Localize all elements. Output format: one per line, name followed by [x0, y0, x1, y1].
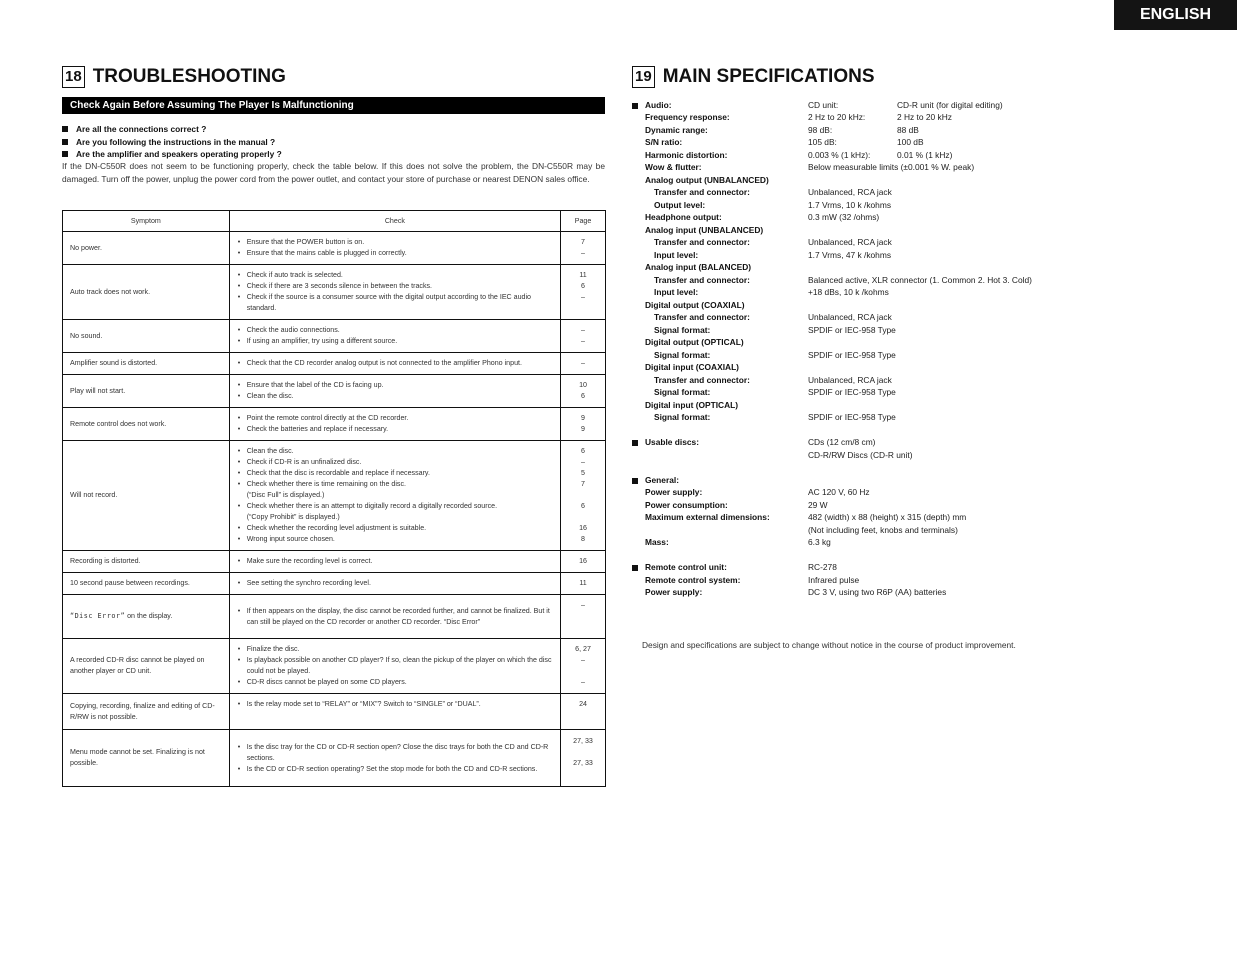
check-cell — [229, 639, 560, 694]
spec-label: Transfer and connector: — [654, 274, 750, 285]
spec-value-secondary: 100 dB — [897, 137, 924, 147]
spec-label: Signal format: — [654, 324, 711, 335]
spec-label: Analog input (UNBALANCED) — [645, 224, 764, 235]
spec-label: Transfer and connector: — [654, 187, 750, 197]
table-row — [63, 353, 606, 375]
spec-label: Power supply: — [645, 587, 703, 597]
subheading-text: Check Again Before Assuming The Player Is Malfunctioning — [70, 100, 354, 111]
symptom-cell: A recorded CD-R disc cannot be played on another player or CD unit. — [63, 639, 230, 694]
symptom-cell: 10 second pause between recordings. — [63, 573, 230, 595]
symptom-cell: “Disc Error” on the display. — [63, 595, 230, 639]
precheck-text: Are you following the instructions in the manual ? — [76, 136, 276, 147]
spec-value-secondary: 88 dB — [897, 124, 919, 135]
spec-label: Digital input (COAXIAL) — [645, 362, 739, 372]
check-item: • Check whether there is time remaining on the disc. — [237, 480, 406, 488]
spec-label: Analog output (UNBALANCED) — [645, 174, 769, 185]
precheck-text: Are the amplifier and speakers operating properly ? — [76, 149, 282, 159]
spec-value: 0.003 % (1 kHz): — [808, 149, 871, 160]
spec-label: Usable discs: — [645, 437, 699, 447]
spec-label: Harmonic distortion: — [645, 149, 728, 160]
table-row — [63, 441, 606, 551]
check-item: • If using an amplifier, try using a different source. — [237, 337, 398, 345]
spec-value: Infrared pulse — [808, 574, 860, 585]
symptom-cell: Menu mode cannot be set. Finalizing is not possible. — [63, 730, 230, 787]
header-page: Page — [561, 211, 606, 232]
spec-value: AC 120 V, 60 Hz — [808, 487, 870, 497]
table-row — [63, 595, 606, 639]
check-cell — [229, 551, 560, 573]
check-item: • Wrong input source chosen. — [237, 535, 335, 543]
troubleshooting-heading — [62, 66, 286, 88]
page-cell: – — [561, 353, 606, 375]
language-tab — [1114, 0, 1237, 30]
header-check: Check — [229, 211, 560, 232]
table-row — [63, 375, 606, 408]
check-cell — [229, 232, 560, 265]
section-number: 18 — [62, 66, 85, 88]
square-bullet-icon — [632, 103, 638, 109]
spec-value: DC 3 V, using two R6P (AA) batteries — [808, 587, 947, 597]
spec-value: Unbalanced, RCA jack — [808, 237, 892, 247]
page-cell: 7 – — [561, 232, 606, 265]
page-cell: 9 9 — [561, 408, 606, 441]
check-item: • Ensure that the label of the CD is facing up. — [237, 381, 384, 389]
table-row — [63, 639, 606, 694]
table-row — [63, 320, 606, 353]
symptom-cell: No sound. — [63, 320, 230, 353]
check-cell — [229, 595, 560, 639]
check-item: • Check if auto track is selected. — [237, 271, 343, 279]
spec-label: Audio: — [645, 99, 672, 110]
check-item: • Check if there are 3 seconds silence in between the tracks. — [237, 282, 433, 290]
spec-value: 29 W — [808, 499, 828, 510]
spec-value: (Not including feet, knobs and terminals) — [808, 524, 958, 535]
spec-value: 98 dB: — [808, 124, 833, 135]
page-cell: 10 6 — [561, 375, 606, 408]
check-note: (“Copy Prohibit” is displayed.) — [246, 513, 340, 521]
check-cell — [229, 353, 560, 375]
square-bullet-icon — [62, 139, 68, 145]
spec-value: Below measurable limits (±0.001 % W. peak) — [808, 162, 975, 172]
spec-value-secondary: 0.01 % (1 kHz) — [897, 149, 953, 160]
check-item: • Check the batteries and replace if necessary. — [237, 425, 389, 433]
spec-value: SPDIF or IEC-958 Type — [808, 324, 896, 335]
check-item: • Check if CD-R is an unfinalized disc. — [237, 458, 362, 466]
page-cell: 27, 33 27, 33 — [561, 730, 606, 787]
check-item: • Ensure that the mains cable is plugged in correctly. — [237, 249, 407, 257]
symptom-cell: Amplifier sound is distorted. — [63, 353, 230, 375]
table-header-row — [63, 211, 606, 232]
symptom-cell: No power. — [63, 232, 230, 265]
precheck-item — [62, 123, 605, 136]
section-title: MAIN SPECIFICATIONS — [662, 66, 875, 87]
symptom-cell: Will not record. — [63, 441, 230, 551]
page-cell: – — [561, 595, 606, 639]
check-cell — [229, 694, 560, 730]
page-cell: 11 6 – — [561, 265, 606, 320]
table-row — [63, 694, 606, 730]
spec-label: Remote control unit: — [645, 562, 727, 572]
spec-label: Input level: — [654, 287, 699, 297]
page-cell: – – — [561, 320, 606, 353]
spec-label: Power supply: — [645, 487, 703, 497]
table-row — [63, 730, 606, 787]
spec-label: Wow & flutter: — [645, 162, 702, 172]
spec-value: SPDIF or IEC-958 Type — [808, 412, 896, 422]
spec-value: Unbalanced, RCA jack — [808, 187, 892, 197]
spec-label: Signal format: — [654, 349, 711, 360]
check-item: • Is playback possible on another CD player? If so, clean the pickup of the player on which the disc could not be played. — [237, 656, 552, 675]
symptom-cell: Recording is distorted. — [63, 551, 230, 573]
symptom-cell: Copying, recording, finalize and editing of CD-R/RW is not possible. — [63, 694, 230, 730]
spec-label: Maximum external dimensions: — [645, 512, 770, 522]
check-item: • CD-R discs cannot be played on some CD players. — [237, 678, 407, 686]
spec-value: CD-R/RW Discs (CD-R unit) — [808, 449, 913, 460]
spec-value: RC-278 — [808, 562, 837, 572]
check-item: • Check whether the recording level adjustment is suitable. — [237, 524, 427, 532]
check-item: • Check if the source is a consumer source with the digital output according to the IEC audio standard. — [237, 293, 532, 312]
square-bullet-icon — [632, 478, 638, 484]
spec-label: Transfer and connector: — [654, 374, 750, 385]
spec-label: Digital output (OPTICAL) — [645, 337, 744, 347]
symptom-cell: Remote control does not work. — [63, 408, 230, 441]
spec-label: Transfer and connector: — [654, 237, 750, 247]
spec-label: General: — [645, 474, 679, 485]
check-cell — [229, 441, 560, 551]
spec-label: Digital input (OPTICAL) — [645, 399, 739, 410]
check-item: • Check that the CD recorder analog output is not connected to the amplifier Phono input. — [237, 359, 522, 367]
spec-value: 6.3 kg — [808, 537, 831, 547]
spec-label: Power consumption: — [645, 499, 728, 510]
specifications-heading — [632, 66, 875, 88]
check-item: • Check whether there is an attempt to digitally record a digitally recorded source. — [237, 502, 498, 510]
troubleshooting-table — [62, 210, 606, 787]
precheck-item — [62, 148, 605, 161]
subheading-bar — [62, 97, 605, 114]
spec-value: 482 (width) x 88 (height) x 315 (depth) mm — [808, 512, 967, 522]
table-row — [63, 265, 606, 320]
spec-value: 2 Hz to 20 kHz: — [808, 112, 866, 122]
check-item: • If then appears on the display, the disc cannot be recorded further, and cannot be finalized. But it can still be played on the CD recorder or another CD recorder. “Disc Error” — [237, 606, 550, 626]
spec-label: Frequency response: — [645, 112, 730, 122]
spec-value: Unbalanced, RCA jack — [808, 374, 892, 385]
language-label: ENGLISH — [1139, 6, 1212, 23]
spec-value: SPDIF or IEC-958 Type — [808, 387, 896, 397]
spec-value: Unbalanced, RCA jack — [808, 312, 892, 322]
spec-label: Headphone output: — [645, 212, 722, 222]
spec-label: Transfer and connector: — [654, 312, 750, 322]
check-cell — [229, 320, 560, 353]
check-item: • Clean the disc. — [237, 392, 294, 400]
footnote: Design and specifications are subject to change without notice in the course of product improvement. — [642, 640, 1016, 650]
check-cell — [229, 265, 560, 320]
spec-value: CD unit: — [808, 99, 839, 110]
check-item: • Clean the disc. — [237, 447, 294, 455]
spec-label: Signal format: — [654, 412, 711, 422]
spec-value: +18 dBs, 10 k /kohms — [808, 287, 889, 297]
precheck-text: Are all the connections correct ? — [76, 124, 207, 134]
precheck-item — [62, 136, 605, 149]
table-row — [63, 551, 606, 573]
spec-value-secondary: CD-R unit (for digital editing) — [897, 99, 1003, 110]
spec-label: S/N ratio: — [645, 137, 683, 147]
check-item: • Is the CD or CD-R section operating? Set the stop mode for both the CD and CD-R sections. — [237, 764, 538, 773]
page-cell: 11 — [561, 573, 606, 595]
square-bullet-icon — [62, 151, 68, 157]
spec-value: Balanced active, XLR connector (1. Common 2. Hot 3. Cold) — [808, 274, 1032, 285]
page-cell: 24 — [561, 694, 606, 730]
spec-label: Remote control system: — [645, 574, 741, 585]
page-cell: 6, 27 – – — [561, 639, 606, 694]
square-bullet-icon — [632, 565, 638, 571]
spec-value: 105 dB: — [808, 137, 837, 147]
table-row — [63, 408, 606, 441]
check-cell — [229, 573, 560, 595]
page-cell: 16 — [561, 551, 606, 573]
spec-label: Signal format: — [654, 387, 711, 397]
section-number: 19 — [632, 66, 655, 88]
spec-value: SPDIF or IEC-958 Type — [808, 349, 896, 360]
intro-paragraph: If the DN-C550R does not seem to be functioning properly, check the table below. If this does not solve the problem, the DN-C550R may be damaged. Turn off the power, unplug the power cord from the power outlet, and contact your store of purchase or nearest DENON sales office. — [62, 161, 605, 184]
spec-value: CDs (12 cm/8 cm) — [808, 437, 876, 447]
spec-value: 0.3 mW (32 /ohms) — [808, 212, 880, 222]
page-cell: 6 – 5 7 6 16 8 — [561, 441, 606, 551]
check-item: • Point the remote control directly at the CD recorder. — [237, 414, 409, 422]
spec-label: Mass: — [645, 537, 669, 547]
precheck-list — [62, 123, 605, 161]
square-bullet-icon — [62, 126, 68, 132]
check-cell — [229, 408, 560, 441]
check-item: • Check the audio connections. — [237, 326, 340, 334]
spec-label: Analog input (BALANCED) — [645, 262, 752, 272]
check-cell — [229, 730, 560, 787]
spec-label: Dynamic range: — [645, 124, 708, 135]
check-cell — [229, 375, 560, 408]
check-item: • Is the disc tray for the CD or CD-R section open? Close the disc trays for both the CD and CD-R sections. — [237, 742, 549, 762]
spec-label: Output level: — [654, 199, 706, 210]
check-item: • Check that the disc is recordable and replace if necessary. — [237, 469, 430, 477]
check-note: (“Disc Full” is displayed.) — [246, 491, 325, 499]
table-row — [63, 573, 606, 595]
spec-label: Input level: — [654, 249, 699, 260]
symptom-cell: Play will not start. — [63, 375, 230, 408]
symptom-cell: Auto track does not work. — [63, 265, 230, 320]
spec-value: 1.7 Vrms, 47 k /kohms — [808, 249, 892, 260]
spec-label: Digital output (COAXIAL) — [645, 299, 745, 310]
spec-value: 1.7 Vrms, 10 k /kohms — [808, 199, 892, 210]
check-item: • Make sure the recording level is correct. — [237, 557, 373, 565]
check-item: • Ensure that the POWER button is on. — [237, 238, 365, 246]
section-title: TROUBLESHOOTING — [92, 66, 286, 87]
check-item: • Finalize the disc. — [237, 645, 300, 653]
check-item: • See setting the synchro recording level. — [237, 579, 371, 587]
spec-value-secondary: 2 Hz to 20 kHz — [897, 112, 952, 122]
table-row — [63, 232, 606, 265]
header-symptom: Symptom — [63, 211, 230, 232]
square-bullet-icon — [632, 440, 638, 446]
check-item: • Is the relay mode set to “RELAY” or “MIX”? Switch to “SINGLE” or “DUAL”. — [237, 700, 481, 708]
